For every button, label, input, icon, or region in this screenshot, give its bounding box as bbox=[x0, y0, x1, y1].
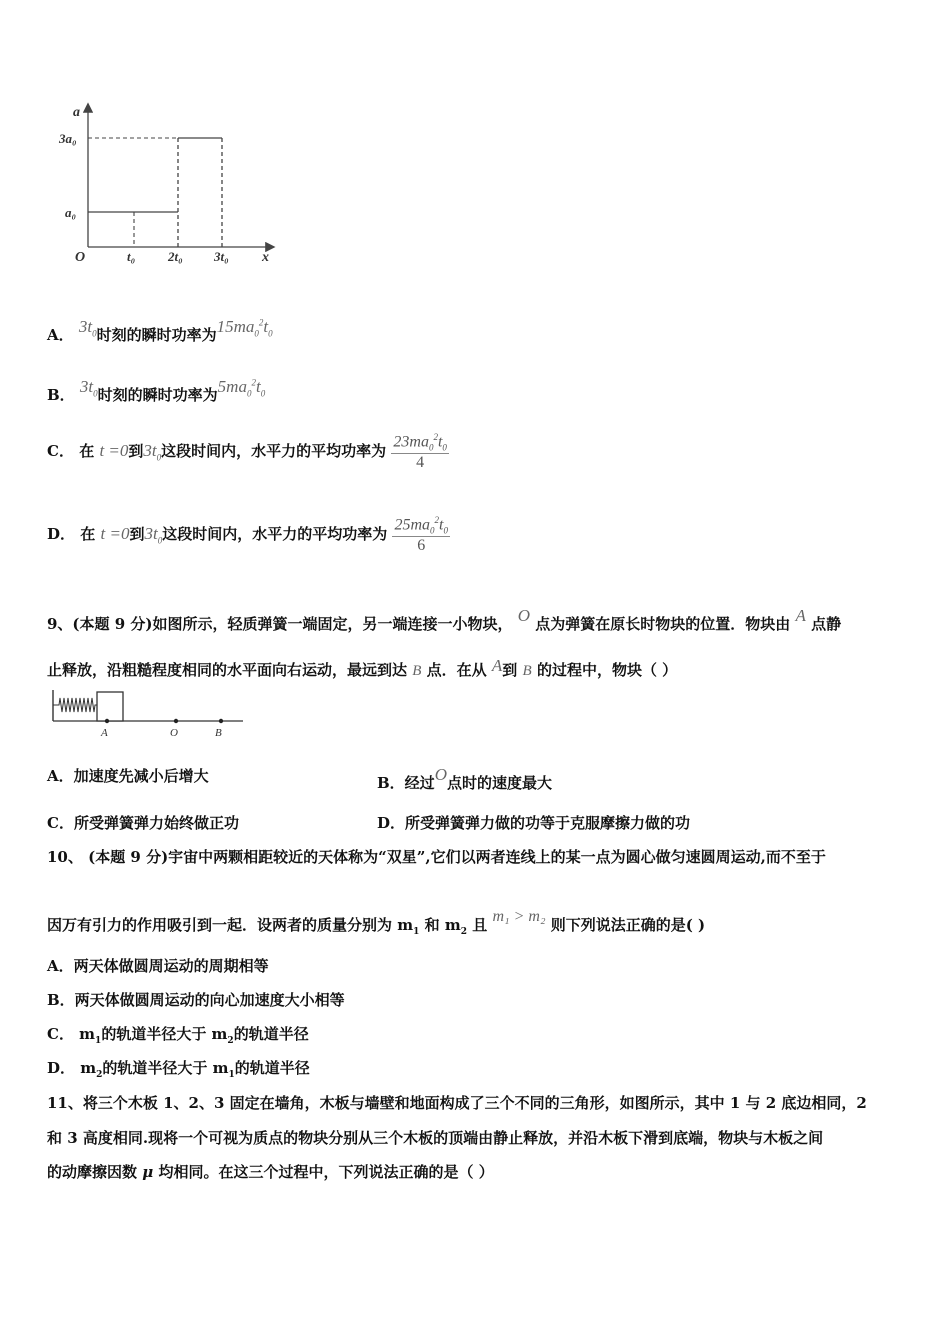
mass-inequality: m₁ > m₂ bbox=[492, 908, 546, 925]
stem-text: 的动摩擦因数 bbox=[47, 1163, 138, 1181]
stem-text: 到 bbox=[502, 661, 518, 679]
point-o-dot bbox=[174, 719, 178, 723]
q8-option-d: D． 在 t =0到$3t_0$这段时间内，水平力的平均功率为 $\frac{25ma_0^2t_0}{6}$ bbox=[47, 515, 448, 554]
option-text: C． m bbox=[47, 1025, 96, 1043]
x-axis-label: x bbox=[262, 250, 269, 265]
fraction-denominator: 6 bbox=[417, 536, 426, 554]
stem-text: 则下列说法正确的是( ) bbox=[550, 916, 706, 934]
acceleration-graph bbox=[55, 95, 285, 270]
time-start: t =0 bbox=[99, 440, 129, 460]
y-axis-label: a bbox=[73, 105, 80, 120]
spring bbox=[53, 698, 97, 712]
point-b-dot bbox=[219, 719, 223, 723]
fig-label-o: O bbox=[170, 727, 178, 739]
power-fraction: $\frac{25ma_0^2t_0}{6}$ bbox=[394, 515, 448, 554]
q10-option-a: A．两天体做圆周运动的周期相等 bbox=[47, 957, 269, 975]
fig-label-a: A bbox=[101, 727, 108, 739]
point-a: A bbox=[795, 606, 806, 625]
q10-option-b: B．两天体做圆周运动的向心加速度大小相等 bbox=[47, 991, 345, 1009]
stem-text: 止释放，沿粗糙程度相同的水平面向右运动，最远到达 bbox=[47, 661, 408, 679]
stem-text: 点．在从 bbox=[426, 661, 487, 679]
fraction-numerator: 23ma bbox=[393, 433, 429, 451]
x-tick-t0: t₀ bbox=[127, 249, 136, 264]
q11-stem-line2: 和 3 高度相同.现将一个可视为质点的物块分别从三个木板的顶端由静止释放，并沿木板下滑到底端，物块与木板之间 bbox=[47, 1129, 824, 1147]
option-text: 点时的速度最大 bbox=[446, 774, 552, 792]
fig-label-b: B bbox=[215, 727, 222, 739]
x-tick-2t0: 2t₀ bbox=[168, 249, 183, 264]
q8-option-a: A． $3t_0$时刻的瞬时功率为$15ma_0^2t_0$ bbox=[47, 317, 273, 344]
q9-option-c: C．所受弹簧弹力始终做正功 bbox=[47, 814, 239, 832]
y-tick-3a0: 3a₀ bbox=[59, 131, 77, 146]
q9-option-a: A．加速度先减小后增大 bbox=[47, 767, 209, 785]
q10-option-c: C． $m_1$的轨道半径大于 $m_2$的轨道半径 bbox=[47, 1025, 309, 1046]
option-text: 的轨道半径大于 m bbox=[101, 1025, 228, 1043]
time-expr: 3t bbox=[79, 377, 94, 396]
stem-text: 点为弹簧在原长时物块的位置．物块由 bbox=[535, 615, 791, 633]
option-text: 到 bbox=[129, 524, 145, 543]
stem-text: 且 bbox=[472, 916, 488, 934]
q9-stem-line2 bbox=[47, 656, 677, 680]
point-o: O bbox=[517, 606, 531, 625]
q8-option-b: B． $3t_0$时刻的瞬时功率为$5ma_0^2t_0$ bbox=[47, 377, 266, 404]
stem-text: 和 m bbox=[424, 916, 461, 934]
option-label: C． bbox=[47, 441, 74, 460]
option-text: 的轨道半径大于 m bbox=[102, 1059, 229, 1077]
option-label: D． bbox=[47, 524, 76, 543]
stem-text: 点静 bbox=[811, 615, 842, 633]
option-text: 时刻的瞬时功率为 bbox=[96, 326, 217, 344]
time-end: 3t bbox=[143, 440, 157, 460]
option-text: 在 bbox=[79, 441, 95, 460]
fraction-numerator: 25ma bbox=[394, 516, 431, 534]
q10-stem-line1: 10、 (本题 9 分)宇宙中两颗相距较近的天体称为“双星”,它们以两者连线上的某一点为圆心做匀速圆周运动,而不至于 bbox=[47, 848, 826, 866]
point-o: O bbox=[434, 765, 447, 784]
time-end: 3t bbox=[144, 523, 158, 543]
q9-stem-line1 bbox=[47, 606, 841, 634]
option-text: 的轨道半径 bbox=[234, 1059, 310, 1077]
option-label: B． bbox=[47, 386, 75, 404]
x-tick-3t0: 3t₀ bbox=[214, 249, 229, 264]
q11-stem-line1: 11、将三个木板 1、2、3 固定在墙角，木板与墙壁和地面构成了三个不同的三角形，如图所示，其中 1 与 2 底边相同，2 bbox=[47, 1094, 867, 1112]
power-expr: 15ma bbox=[216, 317, 255, 336]
q9-option-b bbox=[377, 765, 552, 793]
q11-stem-line3 bbox=[47, 1161, 494, 1182]
q9-option-d: D．所受弹簧弹力做的功等于克服摩擦力做的功 bbox=[377, 814, 691, 832]
option-text: D． m bbox=[47, 1059, 97, 1077]
option-text: 这段时间内，水平力的平均功率为 bbox=[162, 524, 388, 543]
point-a-dot bbox=[105, 719, 109, 723]
option-text: 到 bbox=[128, 441, 144, 460]
option-text: 在 bbox=[80, 524, 96, 543]
fraction-denominator: 4 bbox=[416, 453, 425, 471]
option-text: 时刻的瞬时功率为 bbox=[97, 386, 218, 404]
stem-text: 9、(本题 9 分)如图所示，轻质弹簧一端固定，另一端连接一小物块， bbox=[47, 615, 513, 633]
q10-option-d: D． $m_2$的轨道半径大于 $m_1$的轨道半径 bbox=[47, 1059, 310, 1080]
time-expr: 3t bbox=[78, 317, 93, 336]
spring-figure bbox=[47, 686, 247, 740]
option-label: A． bbox=[47, 326, 74, 344]
friction-coefficient-symbol: μ bbox=[142, 1163, 154, 1181]
power-expr: 5ma bbox=[217, 377, 247, 396]
stem-text: 因万有引力的作用吸引到一起．设两者的质量分别为 m bbox=[47, 916, 414, 934]
block bbox=[97, 692, 123, 721]
time-start: t =0 bbox=[100, 523, 130, 543]
y-tick-a0: a₀ bbox=[65, 205, 77, 220]
option-text: 这段时间内，水平力的平均功率为 bbox=[161, 441, 387, 460]
q8-option-c: C． 在 t =0到$3t_0$这段时间内，水平力的平均功率为 $\frac{23ma_0^2t_0}{4}$ bbox=[47, 432, 447, 471]
point-b: B bbox=[522, 663, 532, 679]
point-a: A bbox=[491, 656, 503, 675]
stem-text: 的过程中，物块（ ） bbox=[536, 661, 678, 679]
option-text: B．经过 bbox=[377, 774, 435, 792]
origin-label: O bbox=[75, 250, 86, 265]
point-b: B bbox=[412, 663, 422, 679]
power-fraction: $\frac{23ma_0^2t_0}{4}$ bbox=[393, 432, 447, 471]
option-text: 的轨道半径 bbox=[233, 1025, 309, 1043]
stem-text: 均相同。在这三个过程中，下列说法正确的是（ ） bbox=[158, 1163, 494, 1181]
q10-stem-line2: 因万有引力的作用吸引到一起．设两者的质量分别为 $m_1$ 和 $m_2$ 且 m₁ > m₂ 则下列说法正确的是( ) bbox=[47, 908, 706, 937]
